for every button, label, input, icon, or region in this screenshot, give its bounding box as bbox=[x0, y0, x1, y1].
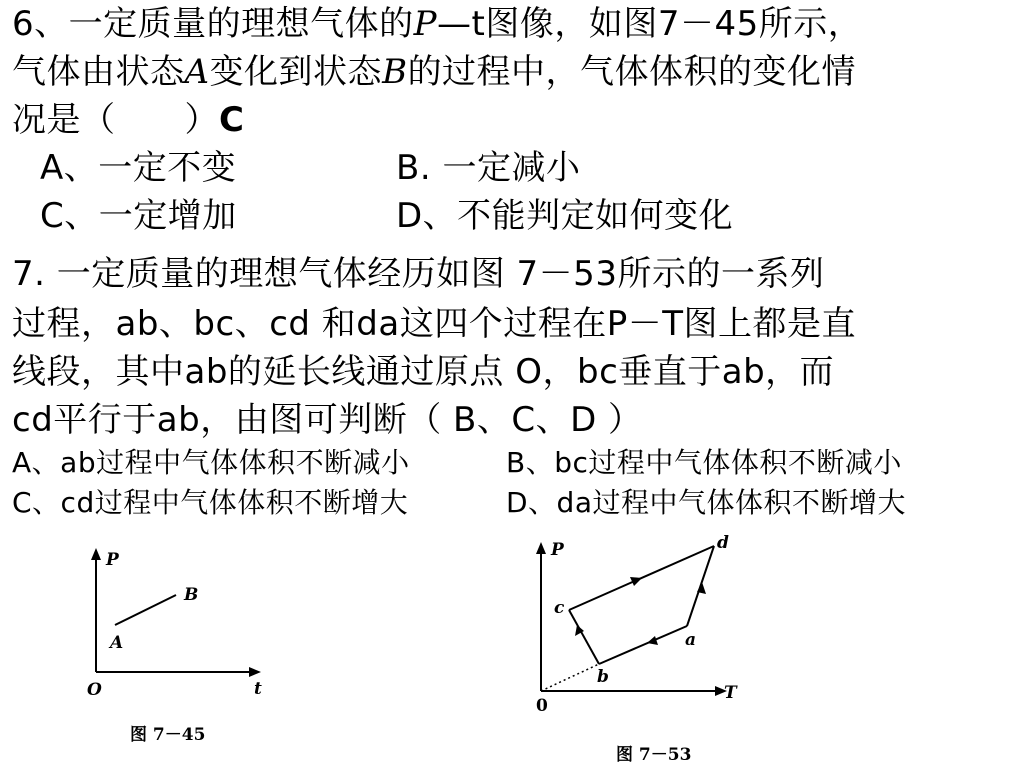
q6-stem-line-2 bbox=[12, 50, 856, 94]
fig53-point-a-label: a bbox=[685, 630, 697, 650]
q6-option-a: A、一定不变 bbox=[40, 148, 237, 188]
figure-7-53 bbox=[520, 530, 750, 720]
q6-text: 的过程中，气体体积的变化情 bbox=[407, 52, 857, 92]
fig53-segment-bc bbox=[569, 610, 599, 664]
q7-stem-line-1: 7. 一定质量的理想气体经历如图 7－53所示的一系列 bbox=[12, 254, 825, 294]
q7-option-d: D、da过程中气体体积不断增大 bbox=[506, 486, 906, 519]
q6-text: 气体由状态 bbox=[12, 52, 185, 92]
fig53-extension-dotted bbox=[541, 664, 599, 691]
fig53-origin-label: 0 bbox=[536, 696, 548, 716]
fig53-caption: 图 7－53 bbox=[616, 745, 692, 765]
q6-state-a: A bbox=[184, 52, 210, 92]
q6-text: 况是（ ） bbox=[12, 100, 219, 140]
fig53-point-d-label: d bbox=[717, 533, 729, 553]
q6-text: 变化到状态 bbox=[209, 52, 383, 92]
fig45-y-arrow bbox=[91, 548, 101, 560]
fig53-point-b-label: b bbox=[597, 667, 609, 687]
q6-option-d: D、不能判定如何变化 bbox=[396, 196, 734, 236]
q6-stem-line-3 bbox=[12, 98, 244, 142]
q7-stem-line-3: 线段，其中ab的延长线通过原点 O，bc垂直于ab，而 bbox=[12, 352, 835, 392]
q6-text: —t图像，如图7－45所示， bbox=[437, 4, 863, 44]
q7-option-b: B、bc过程中气体体积不断减小 bbox=[506, 446, 902, 479]
q6-symbol-p: P bbox=[413, 4, 438, 44]
figure-7-45 bbox=[80, 540, 280, 705]
q7-stem-line-2: 过程，ab、bc、cd 和da这四个过程在P－T图上都是直 bbox=[12, 304, 856, 344]
q7-stem-line-4: cd平行于ab，由图可判断（ B、C、D ） bbox=[12, 400, 643, 440]
fig53-arrow-ab bbox=[647, 636, 658, 645]
fig45-caption: 图 7－45 bbox=[130, 725, 206, 745]
fig53-segment-ab bbox=[599, 626, 687, 664]
fig45-axis-label-t: t bbox=[254, 679, 262, 699]
fig53-axis-label-t: T bbox=[724, 683, 737, 703]
fig53-y-arrow bbox=[536, 542, 546, 554]
fig53-arrow-da bbox=[697, 582, 706, 594]
q6-stem-line-1 bbox=[12, 2, 862, 46]
fig45-point-a-label: A bbox=[110, 633, 124, 653]
fig45-process-line bbox=[115, 595, 176, 625]
q6-state-b: B bbox=[382, 52, 408, 92]
fig45-point-b-label: B bbox=[184, 585, 199, 605]
q7-option-a: A、ab过程中气体体积不断减小 bbox=[12, 446, 410, 479]
q6-answer: C bbox=[219, 100, 245, 140]
q6-option-c: C、一定增加 bbox=[40, 196, 237, 236]
q7-option-c: C、cd过程中气体体积不断增大 bbox=[12, 486, 409, 519]
fig45-x-arrow bbox=[249, 667, 261, 677]
q6-option-b: B. 一定减小 bbox=[396, 148, 581, 188]
fig45-origin-label: O bbox=[87, 680, 102, 700]
fig45-axis-label-p: P bbox=[106, 550, 119, 570]
fig53-axis-label-p: P bbox=[551, 540, 564, 560]
q6-text: 6、一定质量的理想气体的 bbox=[12, 4, 414, 44]
fig53-point-c-label: c bbox=[554, 598, 565, 618]
